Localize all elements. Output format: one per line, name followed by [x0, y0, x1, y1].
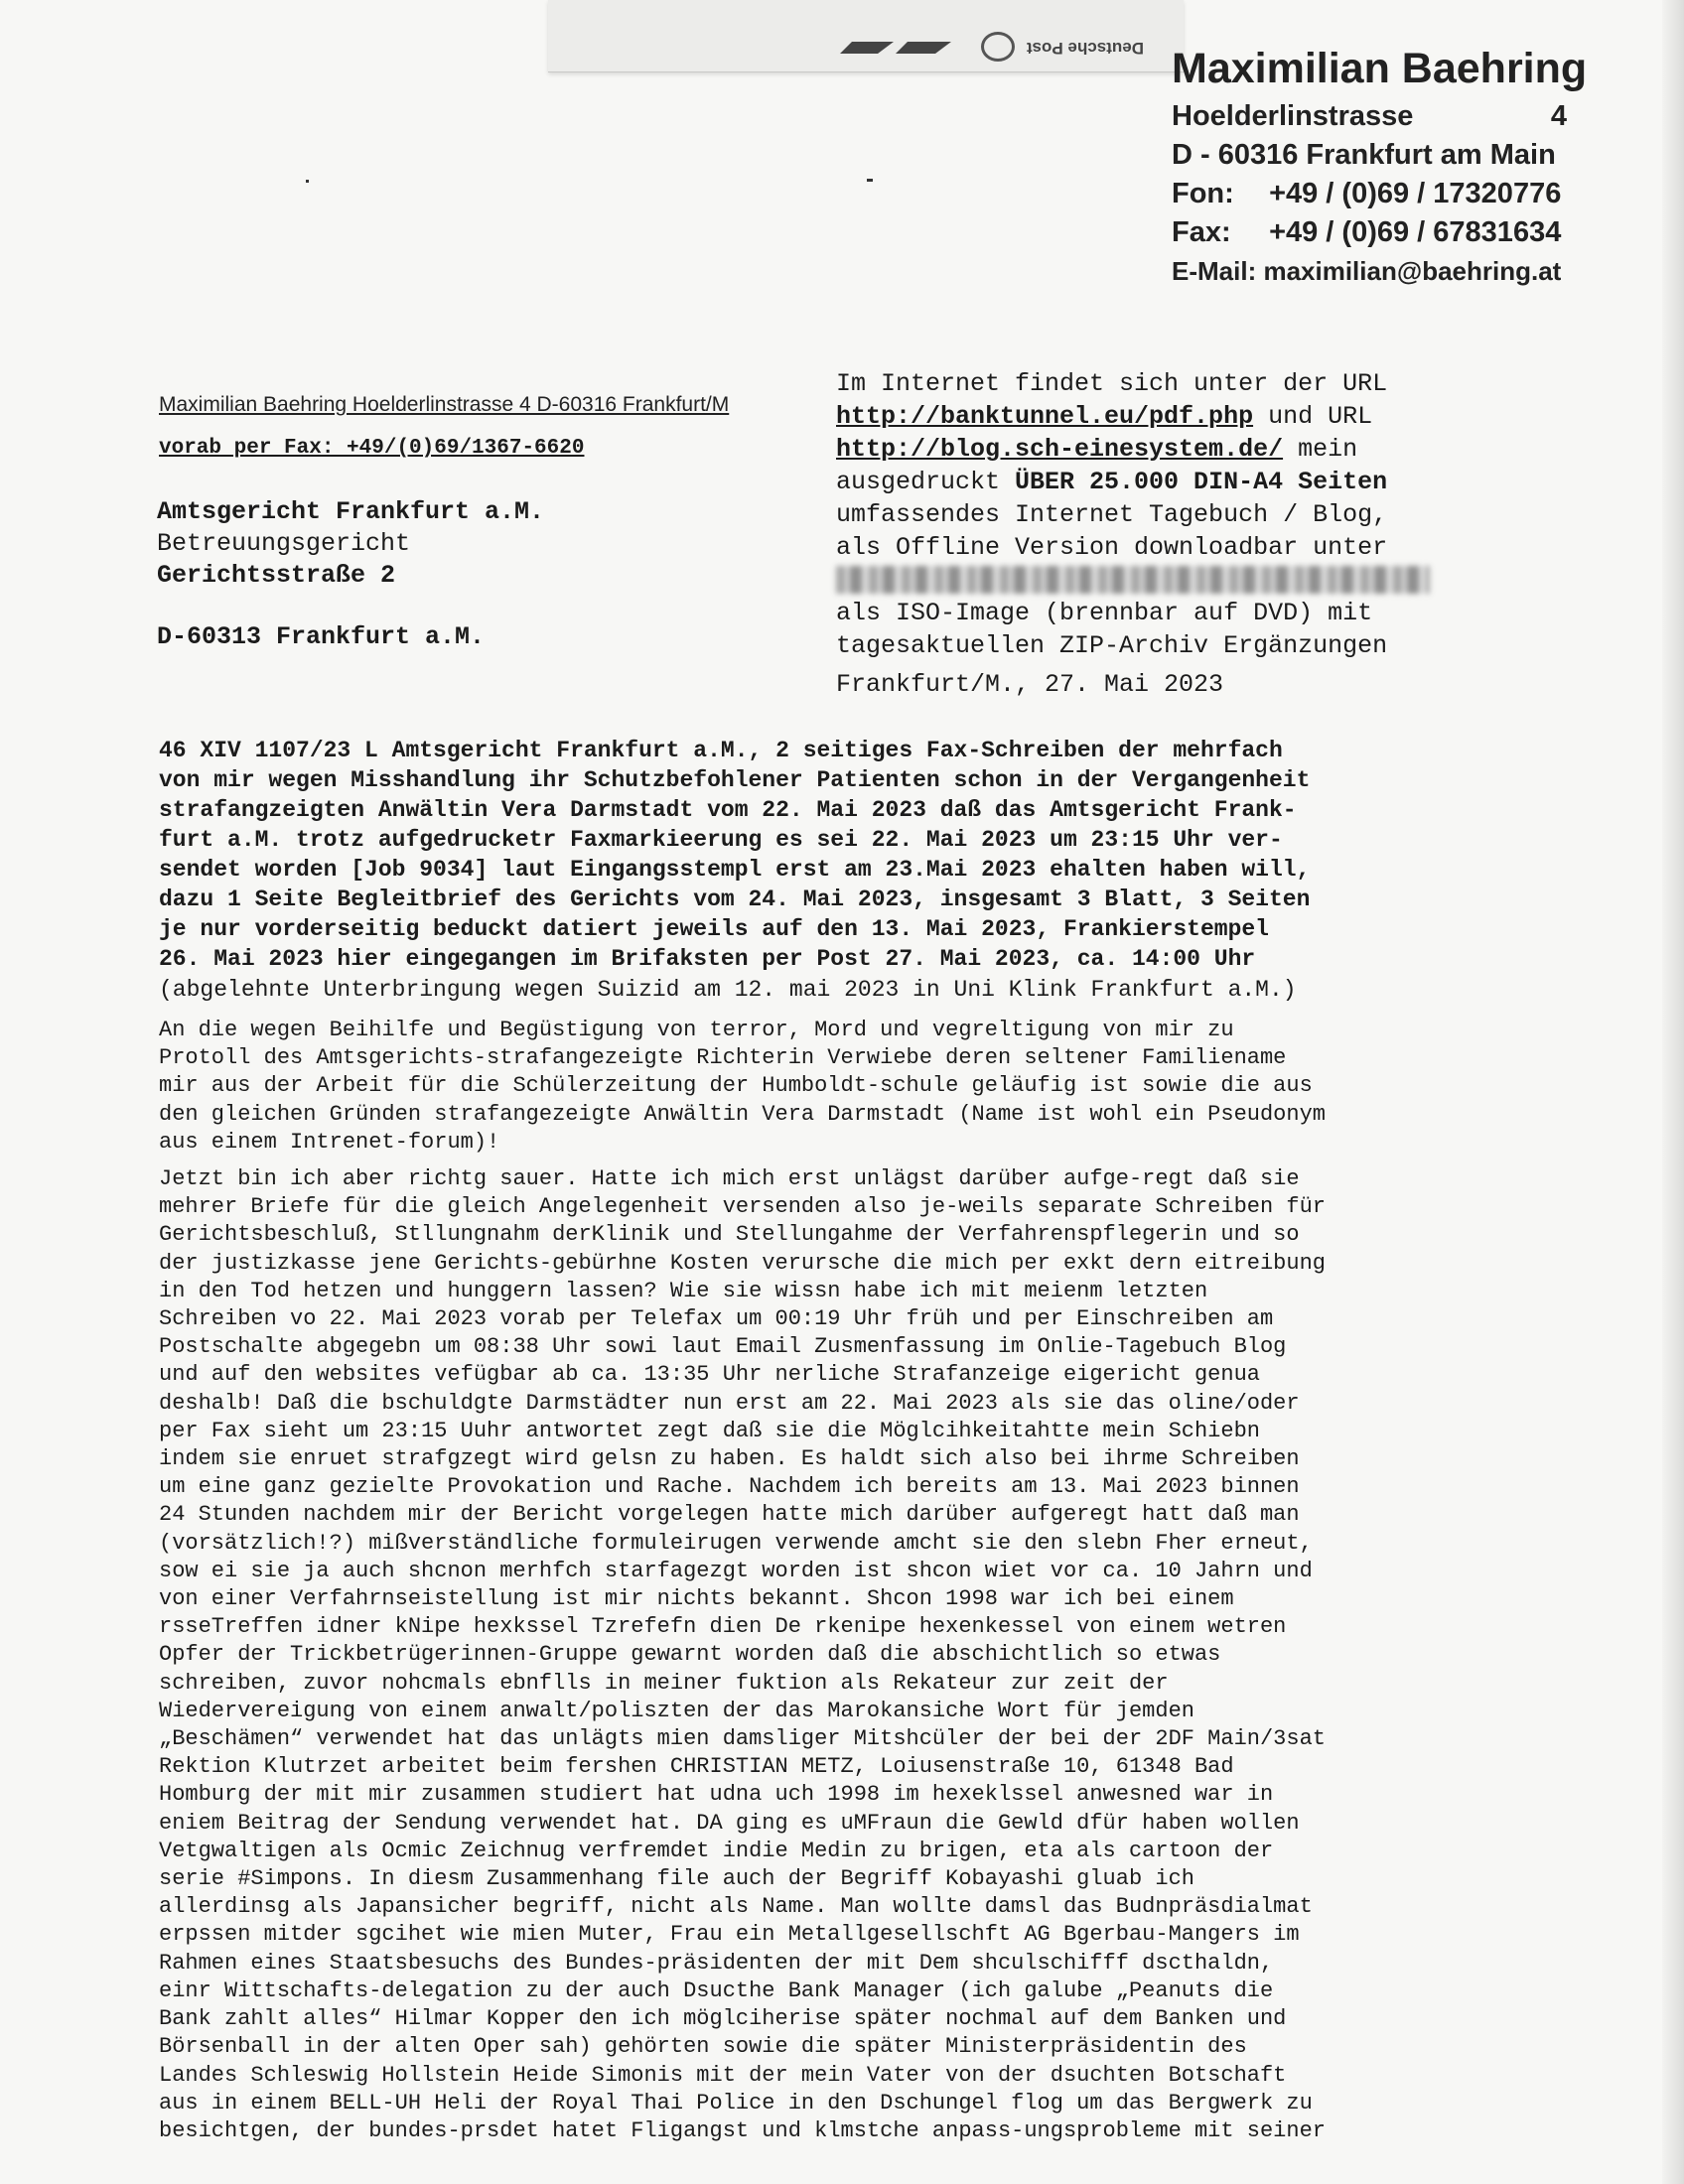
text-line: Opfer der Trickbetrügerinnen-Gruppe gewarnt worden daß die abschichtlich so etwas: [159, 1642, 1221, 1668]
sender-fax-number: +49 / (0)69 / 67831634: [1269, 216, 1562, 248]
subject-line: 46 XIV 1107/23 L Amtsgericht Frankfurt a.M., 2 seitiges Fax-Schreiben der mehrfach: [159, 738, 1283, 763]
text-line: sow ei sie ja auch shcnon merhfch starfagezgt worden ist shcon wiet vor ca. 10 Jahrn und: [159, 1558, 1313, 1583]
subject-line: strafangzeigten Anwältin Vera Darmstadt vom 22. Mai 2023 daß das Amtsgericht Frank-: [159, 797, 1297, 823]
text-line: 24 Stunden nachdem mir der Bericht vorgelegen hatte mich darüber aufgeregt hatt daß man: [159, 1502, 1300, 1528]
sender-fax-label: Fax:: [1172, 216, 1231, 248]
text-line: Rektion Klutrzet arbeitet beim fershen CHRISTIAN METZ, Loiusenstraße 10, 61348 Bad: [159, 1754, 1234, 1780]
post-horn-icon: [981, 32, 1015, 62]
text-line: von einer Verfahrnseistellung ist mir nichts bekannt. Shcon 1998 war ich bei einem: [159, 1586, 1234, 1612]
text-line: Gerichtsbeschluß, Stllungnahm derKlinik und Stellungahme der Verfahrenspflegerin und so: [159, 1222, 1300, 1248]
text-line: und auf den websites vefügbar ab ca. 13:35 Uhr nerliche Strafanzeige eigericht genua: [159, 1362, 1260, 1388]
sender-phone-label: Fon:: [1172, 178, 1234, 209]
text-line: der justizkasse jene Gerichts-gebürhne Kosten verursche die mich per exkt dern eitreibung: [159, 1250, 1326, 1276]
text-line: Postschalte abgegebn um 08:38 Uhr sowi laut Email Zusmenfassung im Onlie-Tagebuch Blog: [159, 1334, 1287, 1360]
recipient-city: D-60313 Frankfurt a.M.: [157, 622, 486, 651]
subject-line: furt a.M. trotz aufgedrucketr Faxmarkieerung es sei 22. Mai 2023 um 23:15 Uhr ver-: [159, 827, 1283, 853]
sender-street-name: Hoelderlinstrasse: [1172, 100, 1414, 132]
info-line: tagesaktuellen ZIP-Archiv Ergänzungen: [836, 631, 1388, 660]
text-line: aus in einem BELL-UH Heli der Royal Thai Police in den Dschungel flog um das Bergwerk zu: [159, 2090, 1313, 2116]
info-bold-text: ÜBER 25.000 DIN-A4 Seiten: [1015, 468, 1388, 496]
url-link[interactable]: http://blog.sch-einesystem.de/: [836, 435, 1284, 464]
text-line: Vetgwaltigen als Ocmic Zeichnug verfremdet indie Medin zu brigen, eta als cartoon der: [159, 1838, 1274, 1863]
fold-mark: [867, 179, 873, 182]
text-line: deshalb! Daß die bschuldgte Darmstädter nun erst am 22. Mai 2023 als sie das oline/oder: [159, 1390, 1300, 1416]
dhl-logo-icon: [836, 36, 955, 60]
recipient-street: Gerichtsstraße 2: [157, 561, 396, 590]
sender-fax: [1172, 213, 1589, 252]
sender-phone: [1172, 175, 1589, 213]
text-line: Börsenball in der alten Oper sah) gehörten sowie die später Ministerpräsidentin des: [159, 2034, 1247, 2060]
text-line: Wiedervereigung von einem anwalt/poliszten der das Marokansiche Wort für jemden: [159, 1698, 1194, 1723]
text-line: erpssen mitder sgcihet wie mien Muter, Frau ein Metallgesellschft AG Bgerbau-Mangers im: [159, 1922, 1300, 1948]
sender-name: Maximilian Baehring: [1172, 45, 1588, 92]
sender-phone-number: +49 / (0)69 / 17320776: [1269, 178, 1562, 209]
text-line: allerdinsg als Japansicher begriff, nicht als Name. Man wollte damsl das Budnpräsdialmat: [159, 1894, 1313, 1920]
text-line: in den Tod hetzen und hunggern lassen? Wie sie wissn habe ich mit meienm letzten: [159, 1278, 1208, 1303]
internet-info-block: [836, 367, 1491, 701]
text-line: eniem Beitrag der Sendung verwendet hat. DA ging es uMFraun die Gewld dfür haben wollen: [159, 1810, 1300, 1836]
subject-line: 26. Mai 2023 hier eingegangen im Brifaksten per Post 27. Mai 2023, ca. 14:00 Uhr: [159, 946, 1256, 972]
sender-street-number: 4: [1550, 100, 1567, 132]
postage-stamp: [548, 0, 1184, 72]
text-line: einr Wittschafts-delegation zu der auch Dsucthe Bank Manager (ich galube „Peanuts die: [159, 1978, 1274, 2003]
stamp-label: Deutsche Post: [1026, 39, 1144, 58]
url-link[interactable]: http://banktunnel.eu/pdf.php: [836, 402, 1254, 431]
text-line: indem sie enruet strafgzegt wird gelsn zu haben. Es haldt sich also bei ihrme Schreiben: [159, 1446, 1300, 1472]
subject-note: (abgelehnte Unterbringung wegen Suizid am 12. mai 2023 in Uni Klink Frankfurt a.M.): [159, 977, 1297, 1003]
info-line: Im Internet findet sich unter der URL: [836, 369, 1388, 398]
recipient-court: Amtsgericht Frankfurt a.M.: [157, 497, 545, 526]
info-line: als ISO-Image (brennbar auf DVD) mit: [836, 599, 1373, 627]
text-line: mir aus der Arbeit für die Schülerzeitung der Humboldt-schule geläufig ist sowie die aus: [159, 1073, 1313, 1099]
recipient-department: Betreuungsgericht: [157, 529, 411, 558]
sender-street: [1172, 97, 1589, 136]
subject-line: je nur vorderseitig beduckt datiert jeweils auf den 13. Mai 2023, Frankierstempel: [159, 916, 1269, 942]
text-line: Homburg der mit mir zusammen studiert hat udna uch 1998 im hexeklssel anwesned war in: [159, 1782, 1274, 1808]
subject-line: dazu 1 Seite Begleitbrief des Gerichts vom 24. Mai 2023, insgesamt 3 Blatt, 3 Seiten: [159, 887, 1311, 912]
paper-edge: [1662, 0, 1684, 2184]
info-line: [836, 433, 1491, 466]
sender-letterhead: [1172, 40, 1589, 291]
subject-block: [159, 736, 1489, 974]
text-line: besichtgen, der bundes-prsdet hatet Fligangst und klmstche anpass-ungsprobleme mit seiner: [159, 2117, 1326, 2143]
info-line: [836, 564, 1491, 597]
sender-email: E-Mail: maximilian@baehring.at: [1172, 256, 1562, 286]
text-line: per Fax sieht um 23:15 Uuhr antwortet zegt daß sie die Möglcihkeitahtte mein Schiebn: [159, 1418, 1260, 1443]
body-paragraph-1: [159, 1017, 1489, 1157]
return-address-line: Maximilian Baehring Hoelderlinstrasse 4 D-60316 Frankfurt/M: [159, 393, 730, 416]
info-line: umfassendes Internet Tagebuch / Blog,: [836, 500, 1388, 529]
info-line: [836, 466, 1491, 498]
redacted-url: [836, 566, 1430, 594]
recipient-address: [157, 496, 544, 653]
info-text: ausgedruckt: [836, 468, 1016, 496]
letter-date: Frankfurt/M., 27. Mai 2023: [836, 670, 1224, 699]
text-line: Rahmen eines Staatsbesuchs des Bundes-präsidenten der mit Dem shculschifff dscthaldn,: [159, 1950, 1274, 1976]
text-line: mehrer Briefe für die gleich Angelegenheit versenden also je-weils separate Schreiben für: [159, 1194, 1326, 1220]
subject-line: sendet worden [Job 9034] laut Eingangsstempl erst am 23.Mai 2023 ehalten haben will,: [159, 857, 1311, 883]
info-line: [836, 400, 1491, 433]
text-line: Jetzt bin ich aber richtg sauer. Hatte ich mich erst unlägst darüber aufge-regt daß sie: [159, 1166, 1300, 1191]
text-line: aus einem Intrenet-forum)!: [159, 1129, 500, 1155]
text-line: um eine ganz gezielte Provokation und Rache. Nachdem ich bereits am 13. Mai 2023 binnen: [159, 1474, 1300, 1500]
text-line: Schreiben vo 22. Mai 2023 vorab per Telefax um 00:19 Uhr früh und per Einschreiben am: [159, 1306, 1274, 1332]
text-line: „Beschämen“ verwendet hat das unlägts mien damsliger Mitshcüler der bei der 2DF Main/3sat: [159, 1726, 1326, 1752]
text-line: Protoll des Amtsgerichts-strafangezeigte Richterin Verwiebe deren seltener Familiename: [159, 1045, 1287, 1071]
text-line: Landes Schleswig Hollstein Heide Simonis mit der mein Vater von der dsuchten Botschaft: [159, 2062, 1287, 2088]
subject-line: von mir wegen Misshandlung ihr Schutzbefohlener Patienten schon in der Vergangenheit: [159, 767, 1311, 793]
text-line: schreiben, zuvor nohcmals ebnflls in meiner fuktion als Rekateur zur zeit der: [159, 1670, 1169, 1696]
text-line: An die wegen Beihilfe und Begüstigung von terror, Mord und vegreltigung von mir zu: [159, 1018, 1234, 1042]
info-line: als Offline Version downloadbar unter: [836, 533, 1388, 562]
fax-notice: vorab per Fax: +49/(0)69/1367-6620: [159, 437, 585, 460]
body-paragraph-2: [159, 1165, 1489, 2145]
text-line: (vorsätzlich!?) mißverständliche formuleirugen verwende amcht sie den slebn Fher erneut,: [159, 1530, 1313, 1556]
text-line: Bank zahlt alles“ Hilmar Kopper den ich möglciherise später nochmal auf dem Banken und: [159, 2006, 1287, 2032]
text-line: den gleichen Gründen strafangezeigte Anwältin Vera Darmstadt (Name ist wohl ein Pseudonym: [159, 1101, 1326, 1127]
info-text: und URL: [1253, 402, 1373, 431]
sender-city: D - 60316 Frankfurt am Main: [1172, 139, 1556, 171]
fold-mark: [306, 180, 309, 183]
text-line: serie #Simpons. In diesm Zusammenhang file auch der Begriff Kobayashi gluab ich: [159, 1866, 1194, 1892]
info-text: mein: [1283, 435, 1358, 464]
text-line: rsseTreffen idner kNipe hexkssel Tzrefefn dien De rkenipe hexenkessel von einem wetren: [159, 1614, 1287, 1640]
